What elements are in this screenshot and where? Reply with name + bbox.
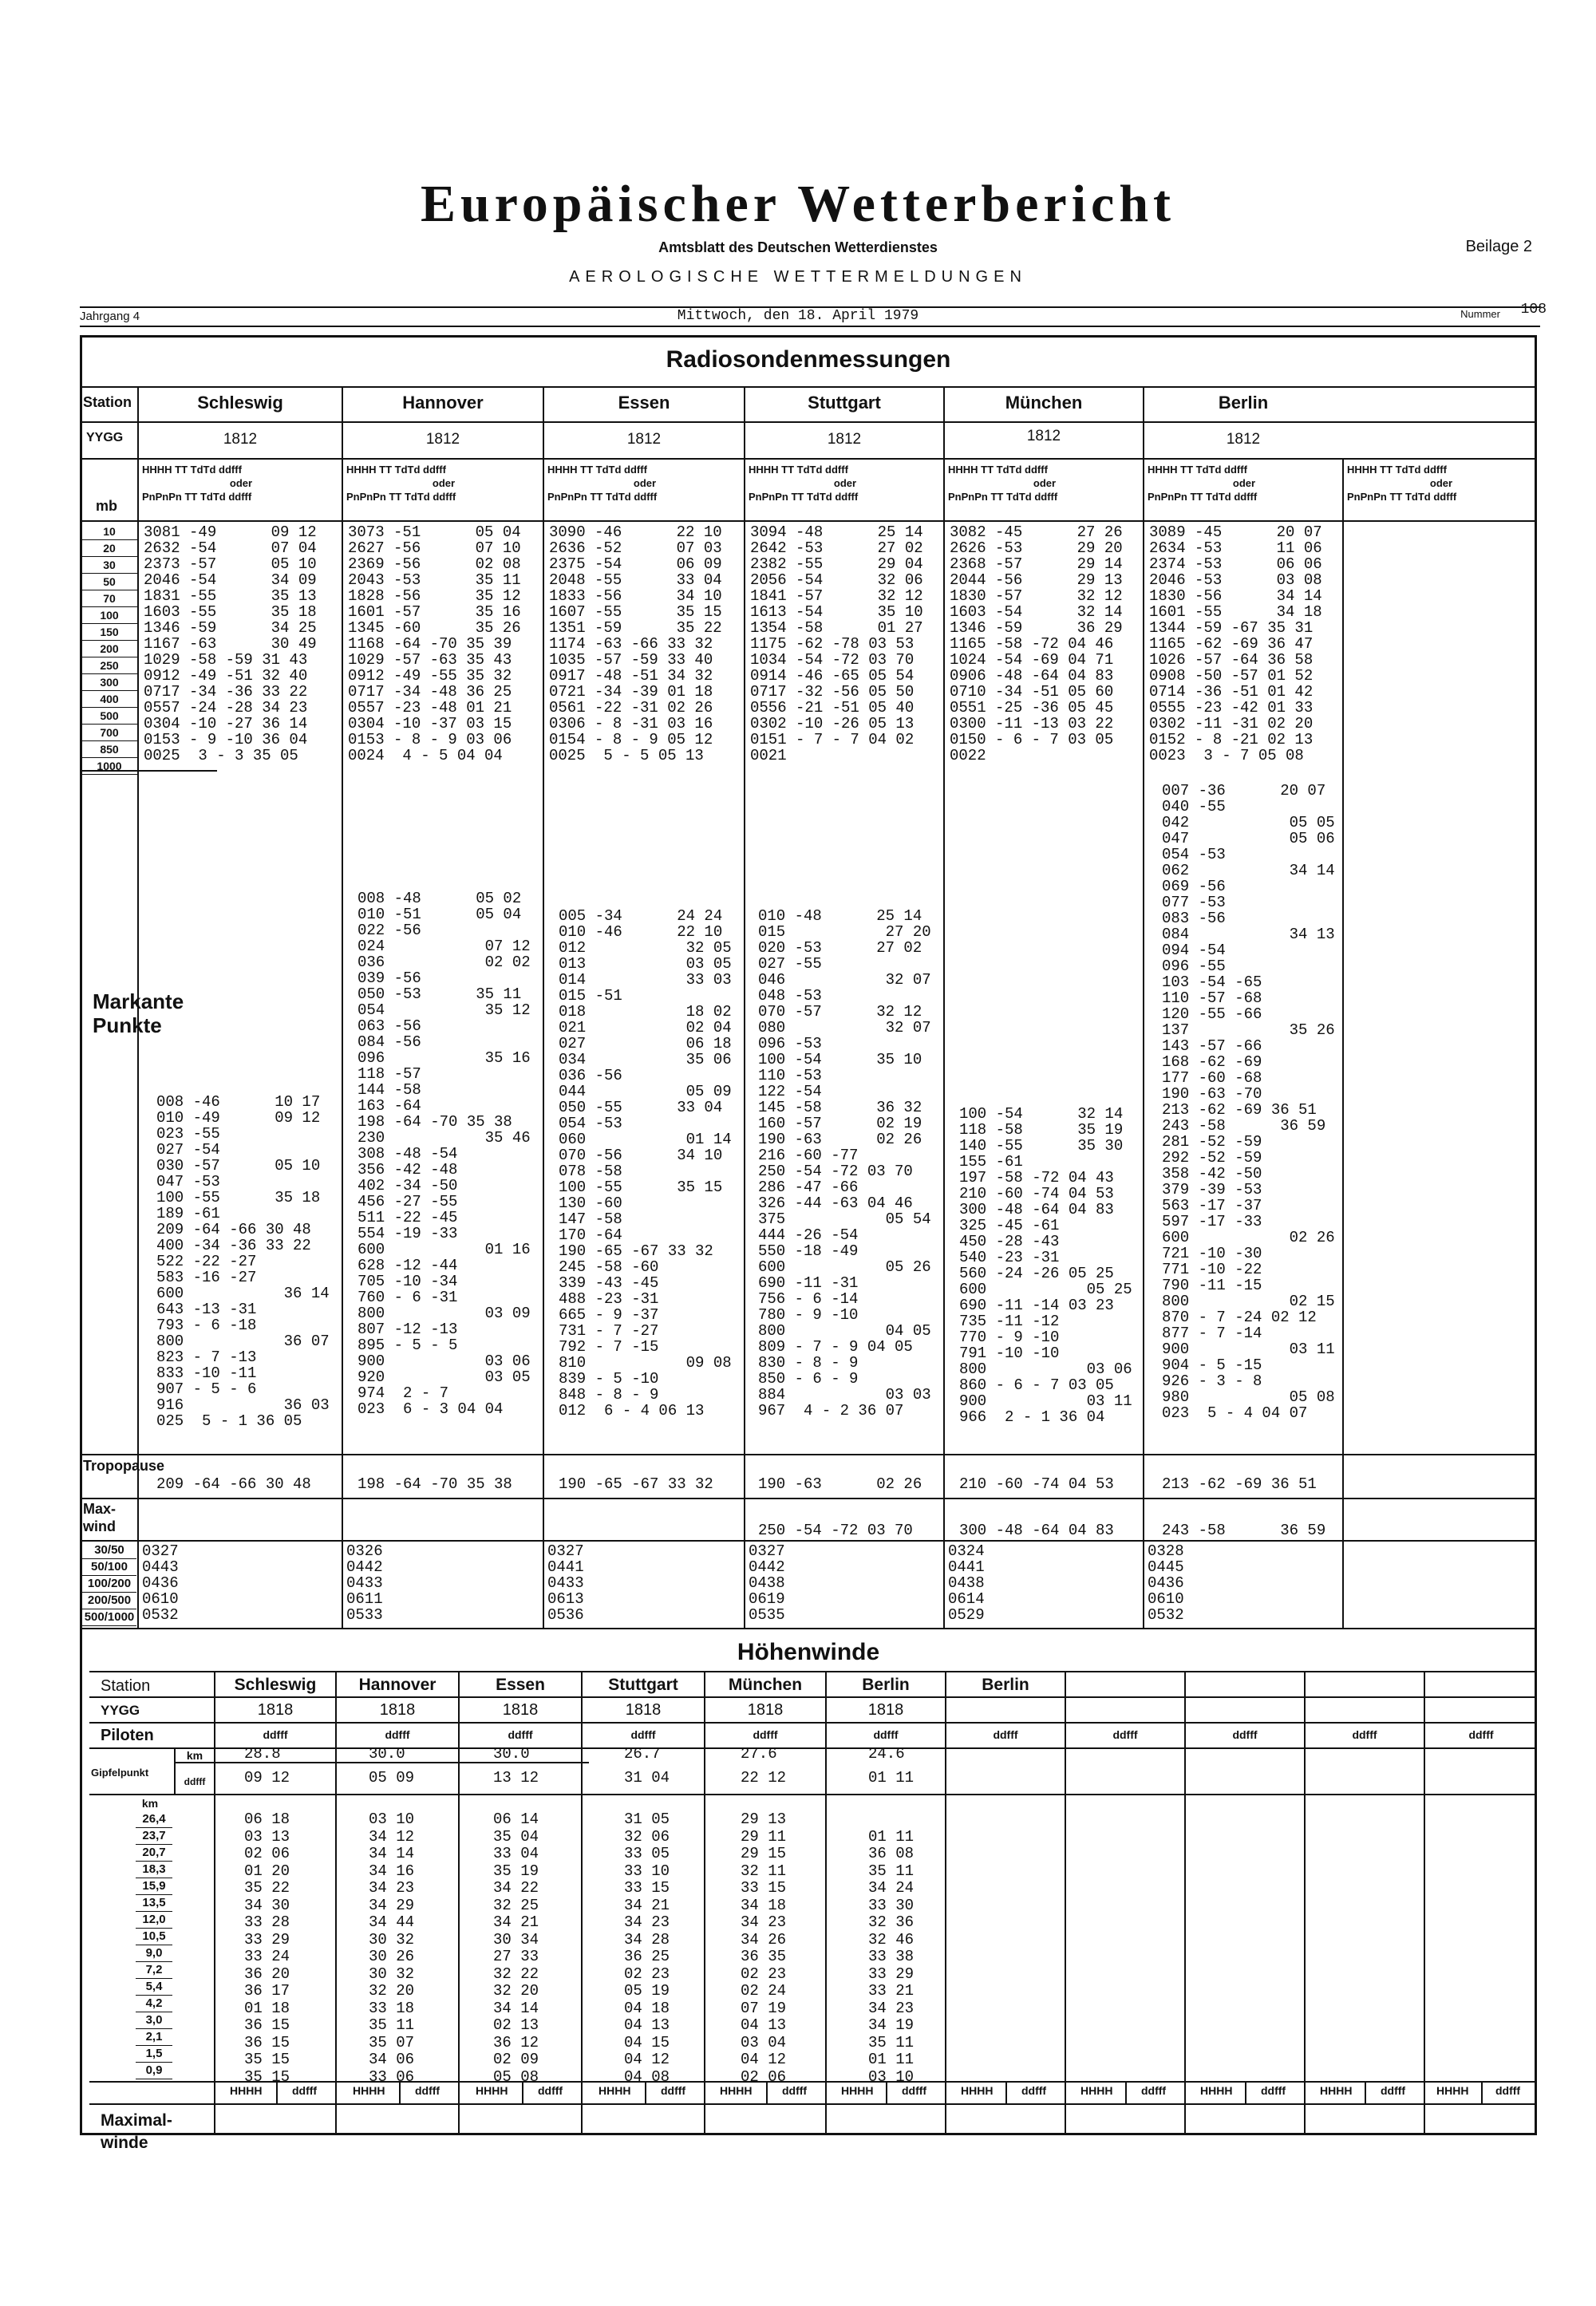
issue-date: Mittwoch, den 18. April 1979 — [677, 308, 919, 324]
subtitle: Amtsblatt des Deutschen Wetterdienstes — [658, 239, 938, 255]
ddfff-header: ddfff — [385, 1728, 410, 1741]
column-header: HHHH TT TdTd ddfff oder PnPnPn TT TdTd ddfff — [1347, 464, 1457, 503]
gipfel-km: 28.8 — [244, 1745, 281, 1763]
wind-data: 29 13 29 11 29 15 32 11 33 15 34 18 34 23 34 26 36 35 02 23 02 24 07 19 04 13 03 04 04 12 02 06 — [741, 1810, 787, 2086]
supplement-label: Beilage 2 — [1465, 238, 1532, 255]
significant-points-data: 005 -34 24 24 010 -46 22 10 012 32 05 013 03 05 014 33 03 015 -51 018 18 02 021 02 04 027 06 18 034 35 06 036 -56 044 05 09 050 -55 33 04 054 -53 060 01 14 070 -56 34 10 078 -58 100 -55 35 15 130 -60 147 -58 170 -64 190 -65 -67 33 32 245 -58 -60 339 -43 -45 488 -23 -31 665 - 9 -37 731 - 7 -27 792 - 7 -15 810 09 08 839 - 5 -10 848 - 8 - 9 012 6 - 4 06 13 — [559, 907, 732, 1420]
ddfff-header: ddfff — [1112, 1728, 1138, 1741]
yygg-value: 1812 — [425, 431, 460, 448]
column-header: HHHH TT TdTd ddfff oder PnPnPn TT TdTd ddfff — [142, 464, 253, 503]
ddfff-header: ddfff — [1468, 1728, 1494, 1741]
layer-labels: 30/50 50/100 100/200 200/500 500/1000 — [82, 1542, 136, 1626]
ddfff-header: ddfff — [1352, 1728, 1377, 1741]
yygg-value: 1812 — [1226, 431, 1261, 448]
wind-data: 06 18 03 13 02 06 01 20 35 22 34 30 33 28 33 29 33 24 36 20 36 17 01 18 36 15 36 15 35 15 35 15 — [244, 1810, 290, 2086]
ddfff-header: ddfff — [630, 1728, 656, 1741]
column-header: HHHH TT TdTd ddfff oder PnPnPn TT TdTd ddfff — [346, 464, 456, 503]
tropopause-value: 209 -64 -66 30 48 — [156, 1475, 311, 1493]
station-name: Stuttgart — [608, 1676, 678, 1694]
layer-values: 0327 0443 0436 0610 0532 — [142, 1542, 179, 1624]
tropopause-value: 210 -60 -74 04 53 — [959, 1475, 1114, 1493]
station-label: Station — [101, 1677, 151, 1695]
yygg-value: 1818 — [379, 1701, 416, 1719]
gipfel-km: 24.6 — [868, 1745, 905, 1763]
tropopause-value: 198 -64 -70 35 38 — [358, 1475, 512, 1493]
station-name: Stuttgart — [808, 393, 881, 413]
gipfel-km: 26.7 — [624, 1745, 661, 1763]
yygg-value: 1818 — [625, 1701, 662, 1719]
number-label: Nummer — [1460, 308, 1500, 320]
maxwind-value: 300 -48 -64 04 83 — [959, 1522, 1114, 1539]
piloten-label: Piloten — [101, 1727, 154, 1744]
gipfel-label: Gipfelpunkt — [91, 1767, 149, 1779]
tropopause-value: 190 -65 -67 33 32 — [559, 1475, 713, 1493]
significant-points-data: 010 -48 25 14 015 27 20 020 -53 27 02 027 -55 046 32 07 048 -53 070 -57 32 12 080 32 07 096 -53 100 -54 35 10 110 -53 122 -54 145 -58 36 32 160 -57 02 19 190 -63 02 26 216 -60 -77 250 -54 -72 03 70 286 -47 -66 326 -44 -63 04 46 375 05 54 444 -26 -54 550 -18 -49 600 05 26 690 -11 -31 756 - 6 -14 780 - 9 -10 800 04 05 809 - 7 - 9 04 05 830 - 8 - 9 850 - 6 - 9 884 03 03 967 4 - 2 36 07 — [758, 907, 931, 1420]
significant-points-label: Markante Punkte — [93, 989, 184, 1037]
ddfff-header: ddfff — [993, 1728, 1018, 1741]
column-header: HHHH TT TdTd ddfff oder PnPnPn TT TdTd ddfff — [948, 464, 1058, 503]
significant-points-data: 008 -46 10 17 010 -49 09 12 023 -55 027 -54 030 -57 05 10 047 -53 100 -55 35 18 189 -61 209 -64 -66 30 48 400 -34 -36 33 22 522 -22 -27 583 -16 -27 600 36 14 643 -13 -31 793 - 6 -18 800 36 07 823 - 7 -13 833 -10 -11 907 - 5 - 6 916 36 03 025 5 - 1 36 05 — [156, 1093, 330, 1430]
yygg-value: 1818 — [502, 1701, 539, 1719]
standard-levels-data: 3090 -46 22 10 2636 -52 07 03 2375 -54 06 09 2048 -55 33 04 1833 -56 34 10 1607 -55 35 15 1351 -59 35 22 1174 -63 -66 33 32 1035 -57 -59 33 40 0917 -48 -51 34 32 0721 -34 -39 01 18 0561 -22 -31 02 26 0306 - 8 -31 03 16 0154 - 8 - 9 05 12 0025 5 - 5 05 13 — [549, 523, 722, 764]
layer-values: 0327 0442 0438 0619 0535 — [749, 1542, 785, 1624]
yygg-value: 1812 — [827, 431, 862, 448]
yygg-value: 1812 — [626, 431, 662, 448]
standard-levels-data: 3094 -48 25 14 2642 -53 27 02 2382 -55 29 04 2056 -54 32 06 1841 -57 32 12 1613 -54 35 10 1354 -58 01 27 1175 -62 -78 03 53 1034 -54 -72 03 70 0914 -46 -65 05 54 0717 -32 -56 05 50 0556 -21 -51 05 40 0302 -10 -26 05 13 0151 - 7 - 7 04 02 0021 — [750, 523, 923, 764]
significant-points-data: 100 -54 32 14 118 -58 35 19 140 -55 35 30 155 -61 197 -58 -72 04 43 210 -60 -74 04 53 300 -48 -64 04 83 325 -45 -61 450 -28 -43 540 -23 -31 560 -24 -26 05 25 600 05 25 690 -11 -14 03 23 735 -11 -12 770 - 9 -10 791 -10 -10 800 03 06 860 - 6 - 7 03 05 900 03 11 966 2 - 1 36 04 — [959, 1105, 1132, 1426]
station-name: Berlin — [862, 1676, 910, 1694]
tropopause-label: Tropopause — [83, 1458, 165, 1474]
layer-values: 0327 0441 0433 0613 0536 — [547, 1542, 584, 1624]
yygg-label: YYGG — [101, 1703, 140, 1718]
maxwind-header-row: HHHH ddfff HHHH ddfff HHHH ddfff HHHH ddfff HHHH ddfff HHHH ddfff HHHH ddfff HHHH ddfff HHHH ddfff HHHH ddfff HHHH ddfff — [230, 2084, 1521, 2097]
station-name: Schleswig — [234, 1676, 317, 1694]
station-name: Hannover — [402, 393, 484, 413]
station-name: Berlin — [1218, 393, 1269, 413]
standard-levels-data: 3089 -45 20 07 2634 -53 11 06 2374 -53 06 06 2046 -53 03 08 1830 -56 34 14 1601 -55 34 18 1344 -59 -67 35 31 1165 -62 -69 36 47 1026 -57 -64 36 58 0908 -50 -57 01 52 0714 -36 -51 01 42 0555 -23 -42 01 33 0302 -11 -31 02 20 0152 - 8 -21 02 13 0023 3 - 7 05 08 — [1149, 523, 1322, 764]
station-name: Essen — [618, 393, 670, 413]
station-name: Essen — [496, 1676, 545, 1694]
yygg-value: 1818 — [867, 1701, 904, 1719]
yygg-label: YYGG — [86, 431, 124, 444]
gipfel-ddfff: 09 12 — [244, 1769, 290, 1787]
gipfel-ddfff: 22 12 — [741, 1769, 787, 1787]
wind-data: 03 10 34 12 34 14 34 16 34 23 34 29 34 44 30 32 30 26 30 32 32 20 33 18 35 11 35 07 34 06 33 06 — [369, 1810, 415, 2086]
gipfel-ddfff: 13 12 — [493, 1769, 539, 1787]
standard-levels-data: 3082 -45 27 26 2626 -53 29 20 2368 -57 29 14 2044 -56 29 13 1830 -57 32 12 1603 -54 32 14 1346 -59 36 29 1165 -58 -72 04 46 1024 -54 -69 04 71 0906 -48 -64 04 83 0710 -34 -51 05 60 0551 -25 -36 05 45 0300 -11 -13 03 22 0150 - 6 - 7 03 05 0022 — [950, 523, 1123, 764]
column-header: HHHH TT TdTd ddfff oder PnPnPn TT TdTd ddfff — [749, 464, 859, 503]
km-label: km — [186, 1749, 203, 1762]
layer-values: 0326 0442 0433 0611 0533 — [346, 1542, 383, 1624]
station-name: Hannover — [358, 1676, 437, 1694]
divider — [80, 326, 1540, 327]
ddfff-header: ddfff — [873, 1728, 899, 1741]
ddfff-header: ddfff — [1232, 1728, 1258, 1741]
newspaper-title: Europäischer Wetterbericht — [420, 175, 1176, 233]
station-label: Station — [83, 394, 132, 410]
gipfel-ddfff: 01 11 — [868, 1769, 915, 1787]
km-levels: 26,4 23,7 20,7 18,3 15,9 13,5 12,0 10,5 9,0 7,2 5,4 4,2 3,0 2,1 1,5 0,9 — [136, 1811, 172, 2079]
ddfff-label: ddfff — [184, 1776, 206, 1787]
section-title: AEROLOGISCHE WETTERMELDUNGEN — [569, 268, 1027, 286]
km-label: km — [141, 1797, 159, 1810]
standard-levels-data: 3073 -51 05 04 2627 -56 07 10 2369 -56 02 08 2043 -53 35 11 1828 -56 35 12 1601 -57 35 16 1345 -60 35 26 1168 -64 -70 35 39 1029 -57 -63 35 43 0912 -49 -55 35 32 0717 -34 -48 36 25 0557 -23 -48 01 21 0304 -10 -37 03 15 0153 - 8 - 9 03 06 0024 4 - 5 04 04 — [348, 523, 521, 764]
issue-number: 108 — [1520, 302, 1547, 318]
layer-values: 0328 0445 0436 0610 0532 — [1148, 1542, 1184, 1624]
gipfel-km: 30.0 — [369, 1745, 405, 1763]
station-name: Berlin — [982, 1676, 1029, 1694]
yygg-value: 1812 — [223, 431, 258, 448]
column-header: HHHH TT TdTd ddfff oder PnPnPn TT TdTd ddfff — [547, 464, 658, 503]
gipfel-ddfff: 31 04 — [624, 1769, 670, 1787]
maxwind-value: 250 -54 -72 03 70 — [758, 1522, 913, 1539]
volume-label: Jahrgang 4 — [80, 310, 140, 323]
ddfff-header: ddfff — [508, 1728, 533, 1741]
column-header: HHHH TT TdTd ddfff oder PnPnPn TT TdTd ddfff — [1148, 464, 1258, 503]
mb-label: mb — [96, 498, 117, 514]
maxwind-label: Maximal-winde — [101, 2111, 172, 2152]
wind-data: 31 05 32 06 33 05 33 10 33 15 34 21 34 23 34 28 36 25 02 23 05 19 04 18 04 13 04 15 04 12 04 08 — [624, 1810, 670, 2086]
maxwind-label: Max-wind — [83, 1501, 117, 1534]
yygg-value: 1818 — [747, 1701, 784, 1719]
station-name: München — [1005, 393, 1083, 413]
ddfff-header: ddfff — [263, 1728, 288, 1741]
tropopause-value: 190 -63 02 26 — [758, 1475, 922, 1493]
wind-data: 06 14 35 04 33 04 35 19 34 22 32 25 34 21 30 34 27 33 32 22 32 20 34 14 02 13 36 12 02 09 05 08 — [493, 1810, 539, 2086]
yygg-value: 1812 — [1026, 428, 1061, 444]
significant-points-data: 007 -36 20 07 040 -55 042 05 05 047 05 06 054 -53 062 34 14 069 -56 077 -53 083 -56 084 34 13 094 -54 096 -55 103 -54 -65 110 -57 -68 120 -55 -66 137 35 26 143 -57 -66 168 -62 -69 177 -60 -68 190 -63 -70 213 -62 -69 36 51 243 -58 36 59 281 -52 -59 292 -52 -59 358 -42 -50 379 -39 -53 563 -17 -37 597 -17 -33 600 02 26 721 -10 -30 771 -10 -22 790 -11 -15 800 02 15 870 - 7 -24 02 12 877 - 7 -14 900 03 11 904 - 5 -15 926 - 3 - 8 980 05 08 023 5 - 4 04 07 — [1162, 782, 1335, 1422]
ddfff-header: ddfff — [753, 1728, 778, 1741]
gipfel-km: 27.6 — [741, 1745, 777, 1763]
pressure-levels: 10 20 30 50 70 100 150 200 250 300 400 500 700 850 1000 — [81, 523, 137, 775]
standard-levels-data: 3081 -49 09 12 2632 -54 07 04 2373 -57 05 10 2046 -54 34 09 1831 -55 35 13 1603 -55 35 18 1346 -59 34 25 1167 -63 30 49 1029 -58 -59 31 43 0912 -49 -51 32 40 0717 -34 -36 33 22 0557 -24 -28 34 23 0304 -10 -27 36 14 0153 - 9 -10 36 04 0025 3 - 3 35 05 — [144, 523, 317, 764]
maxwind-value: 243 -58 36 59 — [1162, 1522, 1326, 1539]
gipfel-km: 30.0 — [493, 1745, 530, 1763]
station-name: Schleswig — [197, 393, 283, 413]
significant-points-data: 008 -48 05 02 010 -51 05 04 022 -56 024 07 12 036 02 02 039 -56 050 -53 35 11 054 35 12 063 -56 084 -56 096 35 16 118 -57 144 -58 163 -64 198 -64 -70 35 38 230 35 46 308 -48 -54 356 -42 -48 402 -34 -50 456 -27 -55 511 -22 -45 554 -19 -33 600 01 16 628 -12 -44 705 -10 -34 760 - 6 -31 800 03 09 807 -12 -13 895 - 5 - 5 900 03 06 920 03 05 974 2 - 7 023 6 - 3 04 04 — [358, 890, 531, 1418]
tropopause-value: 213 -62 -69 36 51 — [1162, 1475, 1317, 1493]
station-name: München — [728, 1676, 803, 1694]
wind-data: 01 11 36 08 35 11 34 24 33 30 32 36 32 46 33 38 33 29 33 21 34 23 34 19 35 11 01 11 03 10 — [868, 1827, 915, 2086]
radiosonde-heading: Radiosondenmessungen — [666, 346, 951, 373]
layer-values: 0324 0441 0438 0614 0529 — [948, 1542, 985, 1624]
gipfel-ddfff: 05 09 — [369, 1769, 415, 1787]
upper-winds-heading: Höhenwinde — [737, 1639, 880, 1665]
yygg-value: 1818 — [257, 1701, 294, 1719]
